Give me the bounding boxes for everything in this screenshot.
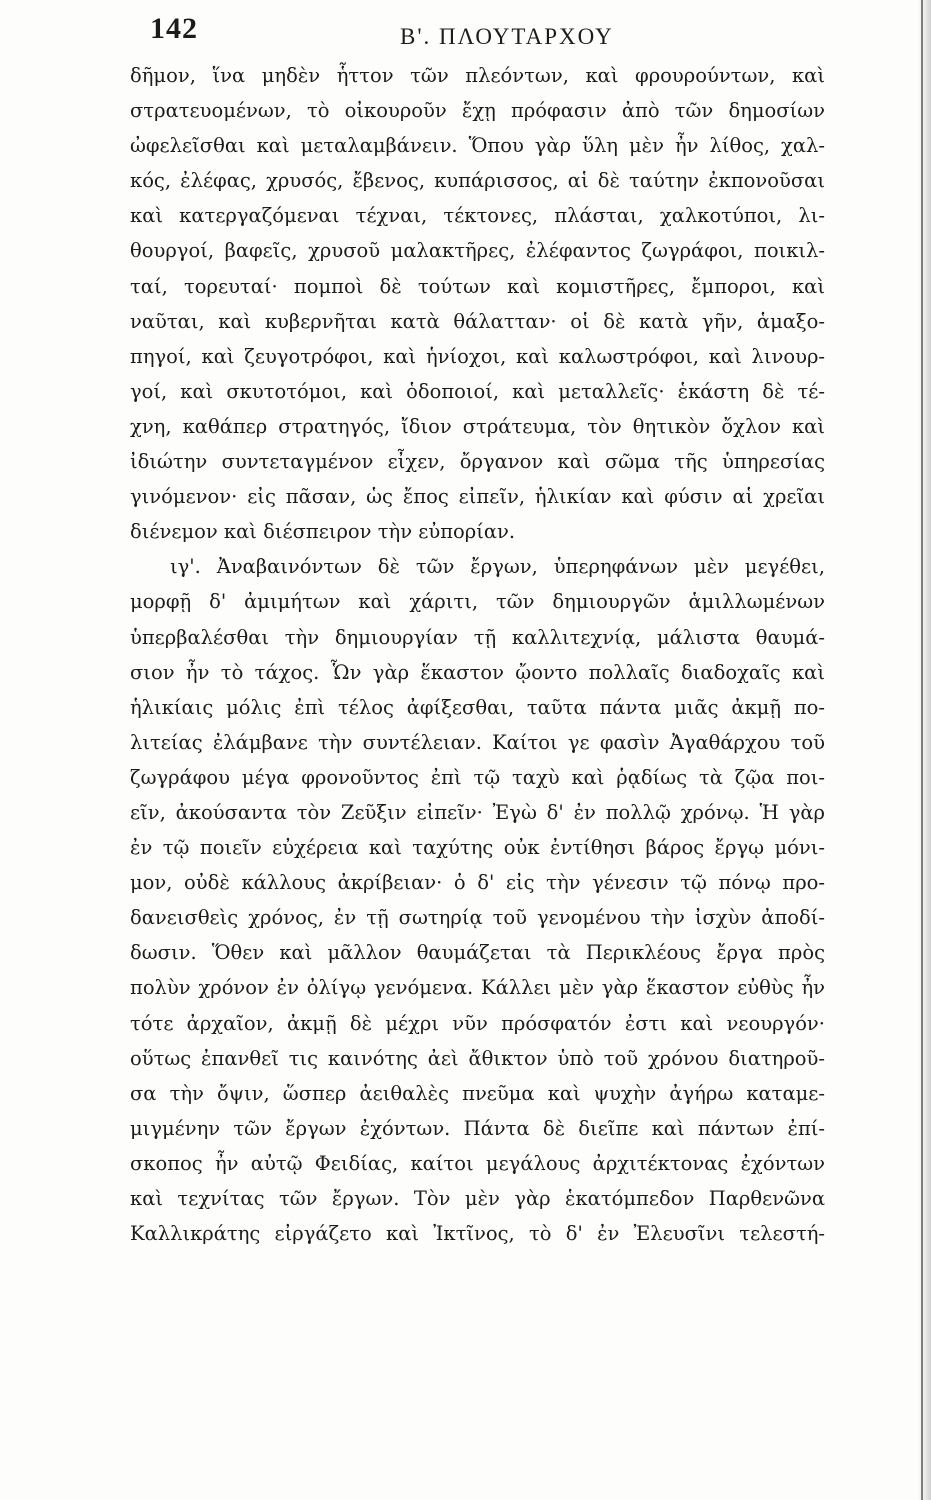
text-line: σα τὴν ὄψιν, ὥσπερ ἀειθαλὲς πνεῦμα καὶ ψυχὴν ἀγήρω καταμε-	[130, 1081, 825, 1105]
text-line: ἡλικίαις μόλις ἐπὶ τέλος ἀφίξεσθαι, ταῦτα πάντα μιᾶς ἀκμῇ πο-	[130, 695, 825, 719]
text-line: σκοπος ἦν αὐτῷ Φειδίας, καίτοι μεγάλους ἀρχιτέκτονας ἐχόντων	[130, 1151, 825, 1175]
text-line: οὕτως ἐπανθεῖ τις καινότης ἀεὶ ἄθικτον ὑπὸ τοῦ χρόνου διατηροῦ-	[130, 1046, 825, 1070]
text-line: κός, ἐλέφας, χρυσός, ἔβενος, κυπάρισσος, αἱ δὲ ταύτην ἐκπονοῦσαι	[130, 169, 825, 193]
text-line: λιτείας ἐλάμβανε τὴν συντέλειαν. Καίτοι γε φασὶν Ἀγαθάρχου τοῦ	[130, 730, 825, 754]
text-line: δῆμον, ἵνα μηδὲν ἧττον τῶν πλεόντων, καὶ φρουρούντων, καὶ	[130, 64, 825, 87]
text-line: στρατευομένων, τὸ οἰκουροῦν ἔχῃ πρόφασιν ἀπὸ τῶν δημοσίων	[130, 99, 825, 123]
text-line: ναῦται, καὶ κυβερνῆται κατὰ θάλατταν· οἱ δὲ κατὰ γῆν, ἁμαξο-	[130, 309, 825, 333]
text-line: πηγοί, καὶ ζευγοτρόφοι, καὶ ἡνίοχοι, καὶ καλωστρόφοι, καὶ λινουρ-	[130, 344, 825, 368]
text-line: μον, οὐδὲ κάλλους ἀκρίβειαν· ὁ δ' εἰς τὴν γένεσιν τῷ πόνῳ προ-	[130, 871, 825, 895]
text-line: θουργοί, βαφεῖς, χρυσοῦ μαλακτῆρες, ἐλέφαντος ζωγράφοι, ποικιλ-	[130, 239, 825, 263]
text-line: Καλλικράτης εἰργάζετο καὶ Ἰκτῖνος, τὸ δ' ἐν Ἐλευσῖνι τελεστή-	[130, 1222, 825, 1246]
page-edge-line	[921, 0, 923, 1500]
text-line: χνη, καθάπερ στρατηγός, ἴδιον στράτευμα, τὸν θητικὸν ὄχλον καὶ	[130, 414, 825, 438]
text-line: ὑπερβαλέσθαι τὴν δημιουργίαν τῇ καλλιτεχνίᾳ, μάλιστα θαυμά-	[130, 625, 825, 649]
running-head: Β'. ΠΛΟΥΤΑΡΧΟΥ	[400, 24, 614, 49]
text-line: ὠφελεῖσθαι καὶ μεταλαμβάνειν. Ὅπου γὰρ ὕλη μὲν ἦν λίθος, χαλ-	[130, 134, 825, 158]
text-line: καὶ τεχνίτας τῶν ἔργων. Τὸν μὲν γὰρ ἑκατόμπεδον Παρθενῶνα	[130, 1187, 825, 1210]
paragraph-end-line: διένεμον καὶ διέσπειρον τὴν εὐπορίαν.	[130, 520, 516, 544]
text-line: ἐν τῷ ποιεῖν εὐχέρεια καὶ ταχύτης οὐκ ἐντίθησι βάρος ἔργῳ μόνι-	[130, 836, 825, 860]
text-line: εῖν, ἀκούσαντα τὸν Ζεῦξιν εἰπεῖν· Ἐγὼ δ' ἐν πολλῷ χρόνῳ. Ἡ γὰρ	[130, 800, 825, 824]
page-edge-shadow	[917, 0, 931, 1500]
text-line: ζωγράφου μέγα φρονοῦντος ἐπὶ τῷ ταχὺ καὶ ῥᾳδίως τὰ ζῷα ποι-	[130, 765, 825, 789]
text-line: σιον ἦν τὸ τάχος. Ὧν γὰρ ἕκαστον ᾤοντο πολλαῖς διαδοχαῖς καὶ	[130, 660, 825, 684]
section-start-line: ιγ'. Ἀναβαινόντων δὲ τῶν ἔργων, ὑπερηφάνων μὲν μεγέθει,	[170, 555, 825, 579]
page-number: 142	[150, 12, 198, 45]
text-line: ταί, τορευταί· πομποὶ δὲ τούτων καὶ κομιστῆρες, ἔμποροι, καὶ	[130, 274, 825, 298]
text-line: τότε ἀρχαῖον, ἀκμῇ δὲ μέχρι νῦν πρόσφατόν ἐστι καὶ νεουργόν·	[130, 1011, 825, 1035]
text-line: ἰδιώτην συντεταγμένον εἶχεν, ὄργανον καὶ σῶμα τῆς ὑπηρεσίας	[130, 450, 825, 474]
text-line: καὶ κατεργαζόμεναι τέχναι, τέκτονες, πλάσται, χαλκοτύποι, λι-	[130, 204, 825, 228]
text-line: δωσιν. Ὅθεν καὶ μᾶλλον θαυμάζεται τὰ Περικλέους ἔργα πρὸς	[130, 941, 825, 965]
text-line: γινόμενον· εἰς πᾶσαν, ὡς ἔπος εἰπεῖν, ἡλικίαν καὶ φύσιν αἱ χρεῖαι	[130, 485, 825, 509]
text-line: μιγμένην τῶν ἔργων ἐχόντων. Πάντα δὲ διεῖπε καὶ πάντων ἐπί-	[130, 1116, 825, 1140]
body-text	[130, 58, 825, 1251]
text-line: γοί, καὶ σκυτοτόμοι, καὶ ὁδοποιοί, καὶ μεταλλεῖς· ἑκάστη δὲ τέ-	[130, 379, 825, 403]
text-line: μορφῇ δ' ἀμιμήτων καὶ χάριτι, τῶν δημιουργῶν ἁμιλλωμένων	[130, 590, 825, 614]
text-line: πολὺν χρόνον ἐν ὀλίγῳ γενόμενα. Κάλλει μὲν γὰρ ἕκαστον εὐθὺς ἦν	[130, 976, 825, 1000]
text-line: δανεισθεὶς χρόνος, ἐν τῇ σωτηρίᾳ τοῦ γενομένου τὴν ἰσχὺν ἀποδί-	[130, 906, 825, 930]
